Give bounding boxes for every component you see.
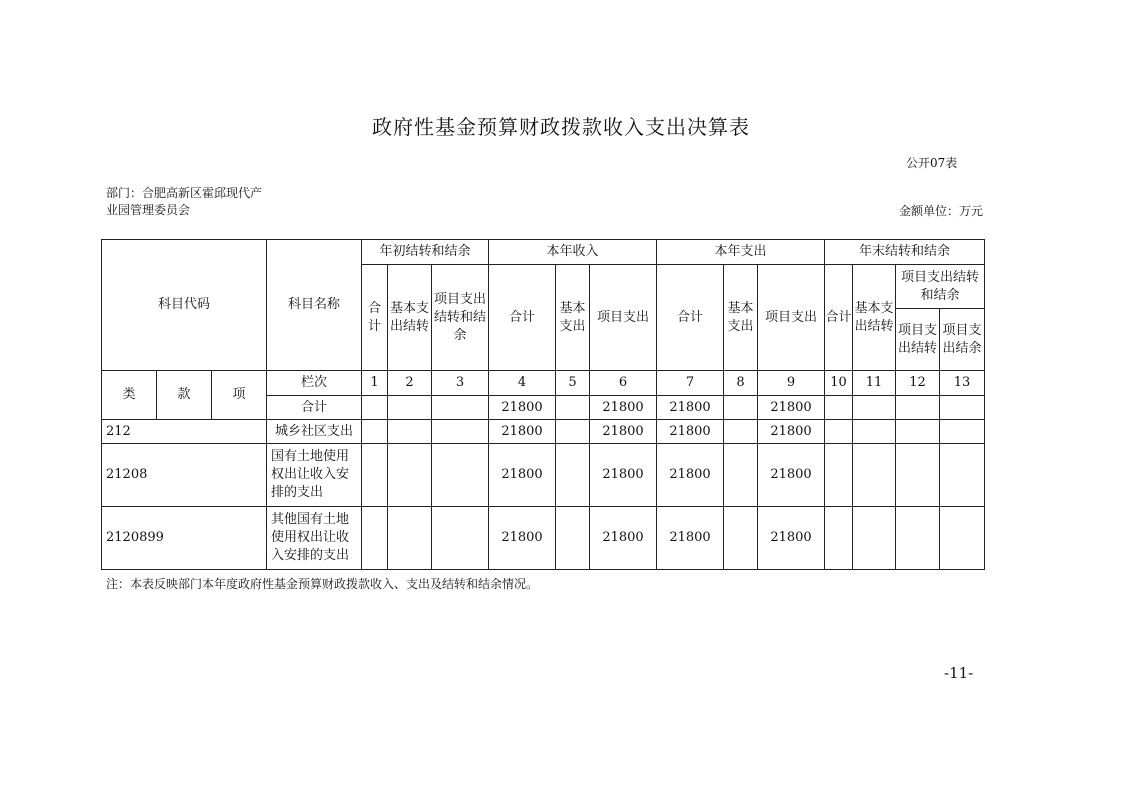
column-number: 10 <box>825 371 853 396</box>
cell: 21800 <box>657 507 724 570</box>
cell <box>825 420 853 444</box>
header-end-basic-carry: 基本支出结转 <box>853 265 896 371</box>
cell: 21800 <box>489 444 556 507</box>
cell <box>724 507 758 570</box>
cell <box>853 444 896 507</box>
header-group-end: 年末结转和结余 <box>825 240 985 265</box>
cell <box>853 420 896 444</box>
cell <box>853 507 896 570</box>
table-row <box>102 507 985 570</box>
row-code: 21208 <box>102 444 267 507</box>
header-expense-total: 合计 <box>657 265 724 371</box>
cell: 21800 <box>489 420 556 444</box>
cell: 21800 <box>657 444 724 507</box>
row-code: 2120899 <box>102 507 267 570</box>
column-number: 13 <box>940 371 985 396</box>
cell <box>896 507 940 570</box>
header-item: 项 <box>212 371 267 420</box>
table-note: 注：本表反映部门本年度政府性基金预算财政拨款收入、支出及结转和结余情况。 <box>106 577 539 591</box>
cell: 21800 <box>758 396 825 420</box>
table-row <box>102 420 985 444</box>
budget-table <box>101 239 985 570</box>
cell <box>940 507 985 570</box>
amount-unit-label: 金额单位：万元 <box>899 204 984 218</box>
header-begin-basic-carry: 基本支出结转 <box>388 265 432 371</box>
cell <box>724 420 758 444</box>
header-begin-total: 合计 <box>362 265 388 371</box>
page-title: 政府性基金预算财政拨款收入支出决算表 <box>372 115 750 139</box>
cell: 21800 <box>489 396 556 420</box>
row-name: 其他国有土地使用权出让收入安排的支出 <box>267 507 362 570</box>
form-number: 公开07表 <box>906 156 958 170</box>
column-number: 9 <box>758 371 825 396</box>
cell <box>940 396 985 420</box>
cell <box>362 420 388 444</box>
cell <box>940 444 985 507</box>
header-expense-project: 项目支出 <box>758 265 825 371</box>
column-number: 12 <box>896 371 940 396</box>
header-subject-name: 科目名称 <box>267 240 362 371</box>
cell <box>432 420 489 444</box>
cell: 21800 <box>758 420 825 444</box>
cell: 21800 <box>657 396 724 420</box>
cell <box>825 507 853 570</box>
cell: 21800 <box>489 507 556 570</box>
cell <box>362 444 388 507</box>
header-expense-basic: 基本支出 <box>724 265 758 371</box>
header-group-expense: 本年支出 <box>657 240 825 265</box>
cell <box>896 420 940 444</box>
cell <box>362 396 388 420</box>
cell <box>724 396 758 420</box>
row-name: 合计 <box>267 396 362 420</box>
column-number: 2 <box>388 371 432 396</box>
header-class: 类 <box>102 371 157 420</box>
column-number: 11 <box>853 371 896 396</box>
header-subject-code: 科目代码 <box>102 240 267 371</box>
column-number: 5 <box>556 371 590 396</box>
header-group-begin: 年初结转和结余 <box>362 240 489 265</box>
cell: 21800 <box>590 396 657 420</box>
cell <box>556 444 590 507</box>
department-label: 部门：合肥高新区霍邱现代产业园管理委员会 <box>106 186 263 217</box>
header-group-income: 本年收入 <box>489 240 657 265</box>
column-number: 4 <box>489 371 556 396</box>
cell <box>388 507 432 570</box>
cell <box>556 396 590 420</box>
cell: 21800 <box>590 444 657 507</box>
cell: 21800 <box>590 507 657 570</box>
cell <box>896 444 940 507</box>
cell <box>432 444 489 507</box>
header-begin-project-carry: 项目支出结转和结余 <box>432 265 489 371</box>
cell <box>556 420 590 444</box>
cell <box>388 420 432 444</box>
cell: 21800 <box>657 420 724 444</box>
cell: 21800 <box>590 420 657 444</box>
table-row <box>102 444 985 507</box>
cell <box>896 396 940 420</box>
header-column-no: 栏次 <box>267 371 362 396</box>
cell <box>825 444 853 507</box>
cell <box>825 396 853 420</box>
column-number: 1 <box>362 371 388 396</box>
row-name: 国有土地使用权出让收入安排的支出 <box>267 444 362 507</box>
cell <box>388 396 432 420</box>
row-name: 城乡社区支出 <box>267 420 362 444</box>
header-end-project-surplus: 项目支出结余 <box>940 309 985 371</box>
column-number: 7 <box>657 371 724 396</box>
cell <box>940 420 985 444</box>
header-income-basic: 基本支出 <box>556 265 590 371</box>
cell <box>432 396 489 420</box>
cell <box>556 507 590 570</box>
column-number: 3 <box>432 371 489 396</box>
header-end-total: 合计 <box>825 265 853 371</box>
cell <box>388 444 432 507</box>
row-code: 212 <box>102 420 267 444</box>
cell <box>724 444 758 507</box>
header-end-project-group: 项目支出结转和结余 <box>896 265 985 309</box>
cell <box>853 396 896 420</box>
header-income-project: 项目支出 <box>590 265 657 371</box>
cell <box>362 507 388 570</box>
cell <box>432 507 489 570</box>
column-number: 8 <box>724 371 758 396</box>
cell: 21800 <box>758 507 825 570</box>
header-section: 款 <box>157 371 212 420</box>
cell: 21800 <box>758 444 825 507</box>
header-end-project-carry: 项目支出结转 <box>896 309 940 371</box>
column-number: 6 <box>590 371 657 396</box>
page-number: -11- <box>944 664 974 682</box>
header-income-total: 合计 <box>489 265 556 371</box>
